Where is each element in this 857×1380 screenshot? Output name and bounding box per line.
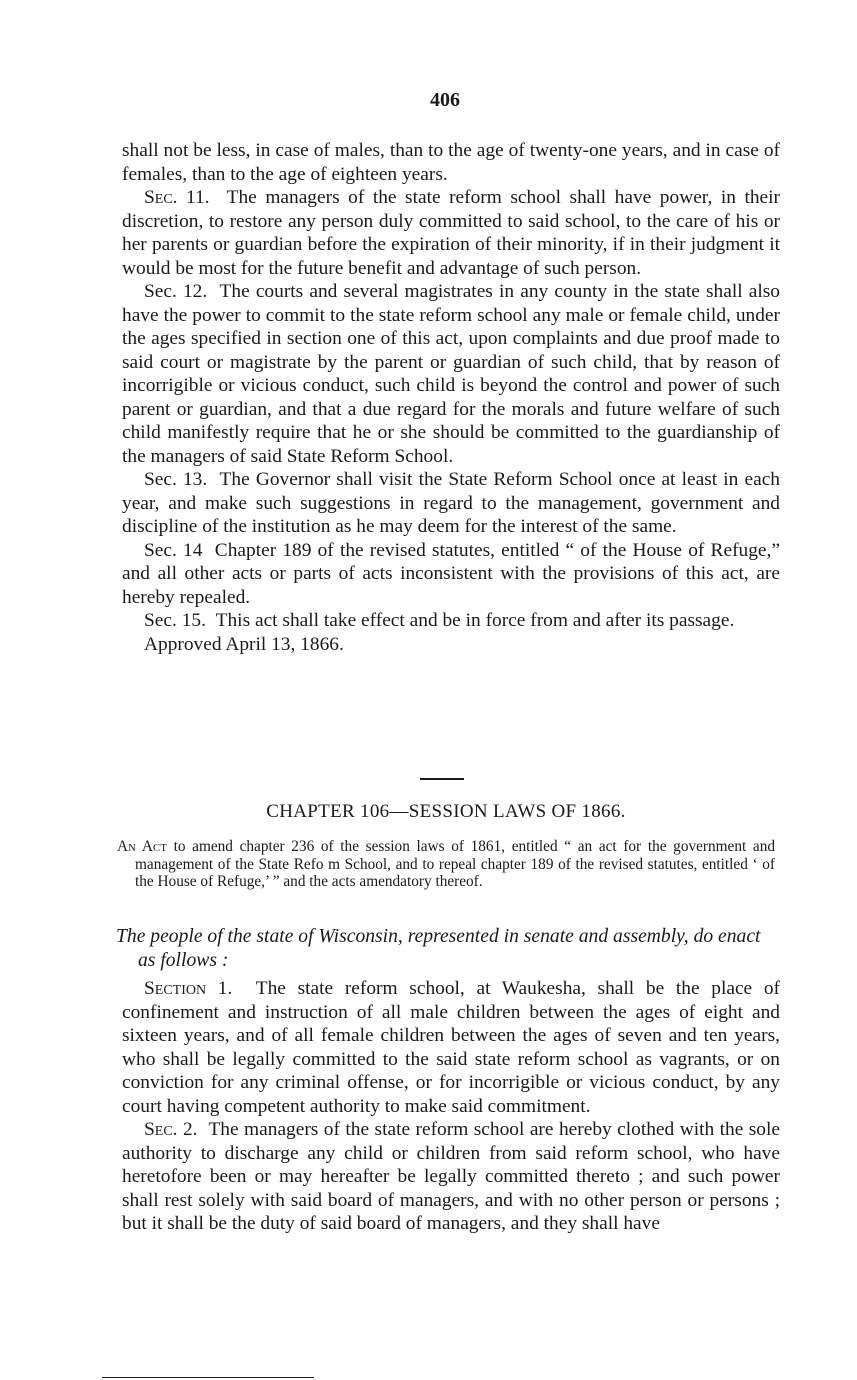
section-12 <box>122 280 780 468</box>
section-15-label: Sec. 15. <box>144 610 206 631</box>
enacting-clause: The people of the state of Wisconsin, represented in senate and assembly, do enact as follows : <box>116 926 761 971</box>
section-13-label: Sec. 13. <box>144 469 208 490</box>
statute-text-upper <box>122 139 780 656</box>
footer-rule <box>102 1377 314 1378</box>
section-divider <box>420 778 464 780</box>
section-11-label: Sec. 11. <box>144 187 210 208</box>
section-2 <box>122 1118 780 1236</box>
section-14-text: Chapter 189 of the revised statutes, entitled “ of the House of Refuge,” and all other acts or parts of acts inconsistent with the provisions of this act, are hereby repealed. <box>122 539 780 608</box>
section-15-text: This act shall take effect and be in force from and after its passage. <box>215 610 735 631</box>
section-11-text: The managers of the state reform school shall have power, in their discretion, to restore any person duly committed to said school, to the care of his or her parents or guardian before the expiration of their minority, if in their judgment it would be most for the future benefit and advantage of such person. <box>122 187 781 279</box>
section-13-text: The Governor shall visit the State Reform School once at least in each year, and make such suggestions in regard to the management, government and discipline of the institution as he may deem for the interest of the same. <box>122 469 781 537</box>
section-1-text: The state reform school, at Waukesha, shall be the place of confinement and instruction of all male children between the ages of eight and sixteen years, and of all female children between the ages of seven and ten years, who shall be legally committed to the said state reform school as vagrants, or on conviction for any criminal offense, or for incorrigible or vicious conduct, by any court having competent authority to make said commitment. <box>122 978 781 1117</box>
section-13 <box>122 468 780 539</box>
act-title <box>117 838 775 891</box>
approval-date: Approved April 13, 1866. <box>144 633 344 655</box>
act-title-text: to amend chapter 236 of the session laws of 1861, entitled “ an act for the government and management of the State Refo m School, and to repeal chapter 189 of the revised statutes, entitled ‘ of the House of Refuge,’ ” and the acts amendatory thereof. <box>135 838 775 890</box>
section-14 <box>122 539 780 610</box>
page-number: 406 <box>430 89 460 111</box>
section-15 <box>122 609 780 633</box>
section-12-text: The courts and several magistrates in any county in the state shall also have the power to commit to the state reform school any male or female child, under the ages specified in section one of this act, upon complaints and due proof made to said court or magistrate by the parent or guardian of such child, that by reason of incorrigible or vicious conduct, such child is beyond the control and power of such parent or guardian, and that a due regard for the morals and future welfare of such child manifestly require that he or she should be committed to the guardianship of the managers of said State Reform School. <box>122 281 781 467</box>
section-14-label: Sec. 14 <box>144 539 203 561</box>
section-2-text: The managers of the state reform school are hereby clothed with the sole authority to discharge any child or children from said reform school, who have heretofore been or may hereafter be legally committed thereto ; and such power shall rest solely with said board of managers, and with no other person or persons ; but it shall be the duty of said board of managers, and they shall have <box>122 1119 780 1234</box>
section-2-label: Sec. 2. <box>144 1119 198 1140</box>
act-title-lead: An Act <box>117 838 167 855</box>
section-1-label: Section 1. <box>144 978 233 999</box>
paragraph-continuation: shall not be less, in case of males, than to the age of twenty-one years, and in case of females, than to the age of eighteen years. <box>122 140 780 185</box>
section-11 <box>122 186 780 280</box>
section-12-label: Sec. 12. <box>144 281 208 302</box>
section-1 <box>122 977 780 1118</box>
statute-text-lower <box>122 977 780 1236</box>
chapter-heading: CHAPTER 106—SESSION LAWS OF 1866. <box>266 801 626 822</box>
